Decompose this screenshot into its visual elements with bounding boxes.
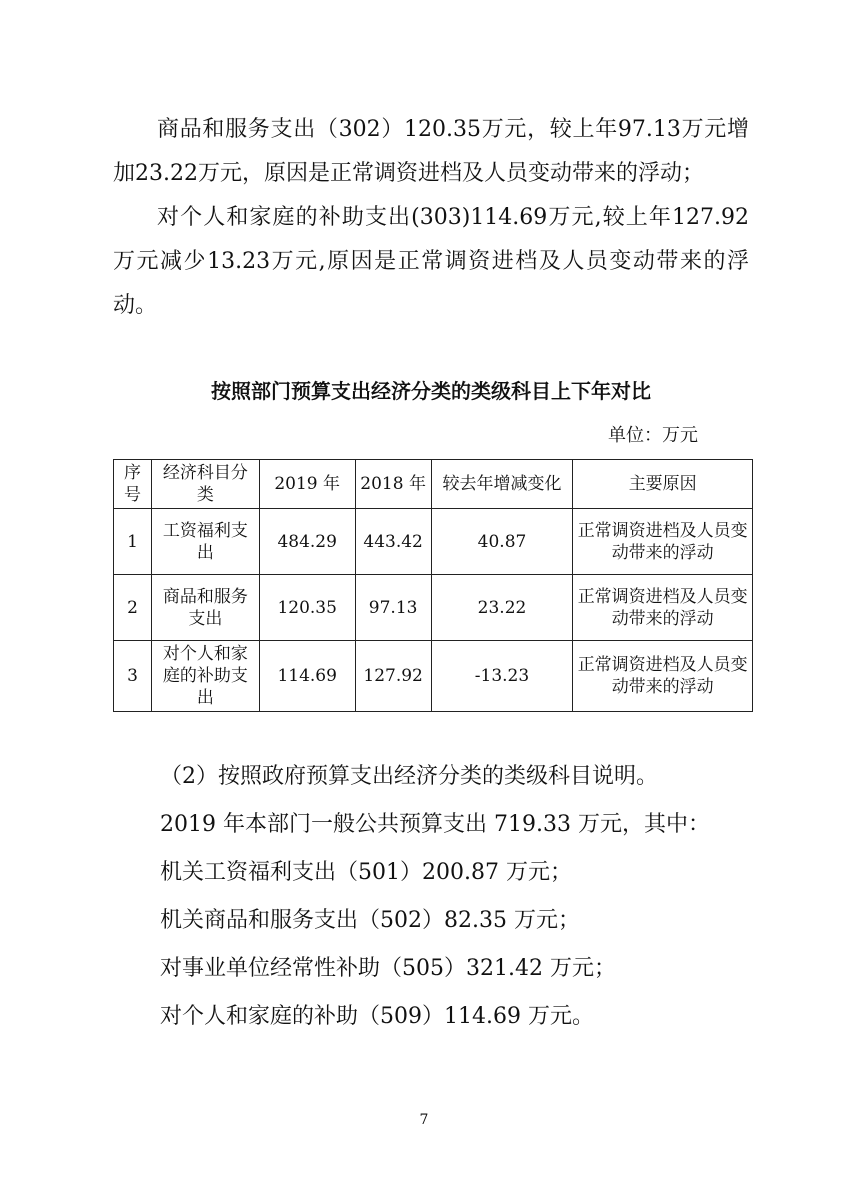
cell-seq: 2 (114, 575, 152, 641)
cell-2019: 484.29 (259, 509, 355, 575)
cell-category: 对个人和家庭的补助支出 (151, 641, 259, 712)
cell-seq: 3 (114, 641, 152, 712)
section2-line: 对个人和家庭的补助（509）114.69 万元。 (160, 1004, 594, 1029)
cell-reason: 正常调资进档及人员变动带来的浮动 (573, 641, 753, 712)
section2-line: 机关工资福利支出（501）200.87 万元； (160, 860, 572, 885)
cell-2018: 97.13 (355, 575, 431, 641)
cell-2018: 443.42 (355, 509, 431, 575)
table-unit: 单位：万元 (608, 425, 698, 446)
header-change: 较去年增减变化 (431, 460, 573, 509)
cell-seq: 1 (114, 509, 152, 575)
table-title: 按照部门预算支出经济分类的类级科目上下年对比 (211, 379, 651, 403)
cell-change: 40.87 (431, 509, 573, 575)
cell-2019: 114.69 (259, 641, 355, 712)
section2-line: 2019 年本部门一般公共预算支出 719.33 万元，其中： (160, 812, 710, 837)
cell-change: 23.22 (431, 575, 573, 641)
section2-line: 机关商品和服务支出（502）82.35 万元； (160, 908, 580, 933)
cell-reason: 正常调资进档及人员变动带来的浮动 (573, 509, 753, 575)
table-row (114, 575, 753, 641)
section2-line: 对事业单位经常性补助（505）321.42 万元； (160, 956, 616, 981)
section2-heading: （2）按照政府预算支出经济分类的类级科目说明。 (160, 764, 658, 789)
table-row (114, 641, 753, 712)
cell-reason: 正常调资进档及人员变动带来的浮动 (573, 575, 753, 641)
header-2019: 2019 年 (259, 460, 355, 509)
comparison-table (113, 459, 753, 712)
cell-2019: 120.35 (259, 575, 355, 641)
cell-category: 商品和服务支出 (151, 575, 259, 641)
table-header-row (114, 460, 753, 509)
header-seq: 序号 (114, 460, 152, 509)
page-number: 7 (419, 1112, 429, 1128)
paragraph-goods-services: 商品和服务支出（302）120.35万元，较上年97.13万元增加23.22万元，原因是正常调资进档及人员变动带来的浮动； (113, 117, 749, 186)
cell-change: -13.23 (431, 641, 573, 712)
header-reason: 主要原因 (573, 460, 753, 509)
table-row (114, 509, 753, 575)
cell-category: 工资福利支出 (151, 509, 259, 575)
header-2018: 2018 年 (355, 460, 431, 509)
paragraph-household-subsidy: 对个人和家庭的补助支出(303)114.69万元,较上年127.92万元减少13.23万元,原因是正常调资进档及人员变动带来的浮动。 (113, 205, 749, 318)
header-category: 经济科目分类 (151, 460, 259, 509)
cell-2018: 127.92 (355, 641, 431, 712)
